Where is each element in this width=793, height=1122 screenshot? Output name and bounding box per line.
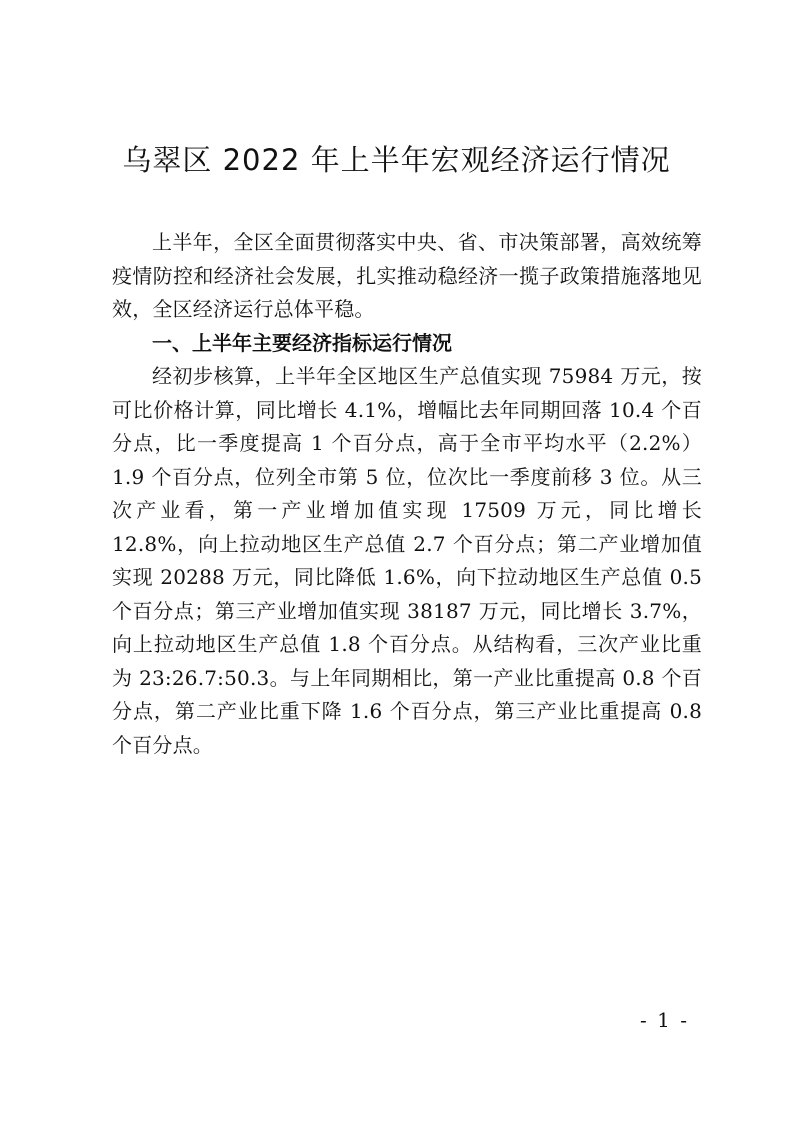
intro-paragraph: 上半年，全区全面贯彻落实中央、省、市决策部署，高效统筹疫情防控和经济社会发展，扎实推动稳经济一揽子政策措施落地见效，全区经济运行总体平稳。 [112,230,702,321]
document-title: 乌翠区 2022 年上半年宏观经济运行情况 [122,143,671,177]
section-paragraph: 经初步核算，上半年全区地区生产总值实现 75984 万元，按可比价格计算，同比增长 4.1%，增幅比去年同期回落 10.4 个百分点，比一季度提高 1 个百分点，高于全市平均水平（2.2%）1.9 个百分点，位列全市第 5 位，位次比一季度前移 3 位。从三次产业看，第一产业增加值实现 17509 万元，同比增长 12.8%，向上拉动地区生产总值 2.7 个百分点；第二产业增加值实现 20288 万元，同比降低 1.6%，向下拉动地区生产总值 0.5 个百分点；第三产业增加值实现 38187 万元，同比增长 3.7%，向上拉动地区生产总值 1.8 个百分点。从结构看，三次产业比重为 23:26.7:50.3。与上年同期相比，第一产业比重提高 0.8 个百分点，第二产业比重下降 1.6 个百分点，第三产业比重提高 0.8 个百分点。 [112,364,702,757]
page-number: - 1 - [640,1008,689,1032]
section-heading: 一、上半年主要经济指标运行情况 [152,330,452,355]
document-body [112,226,702,762]
